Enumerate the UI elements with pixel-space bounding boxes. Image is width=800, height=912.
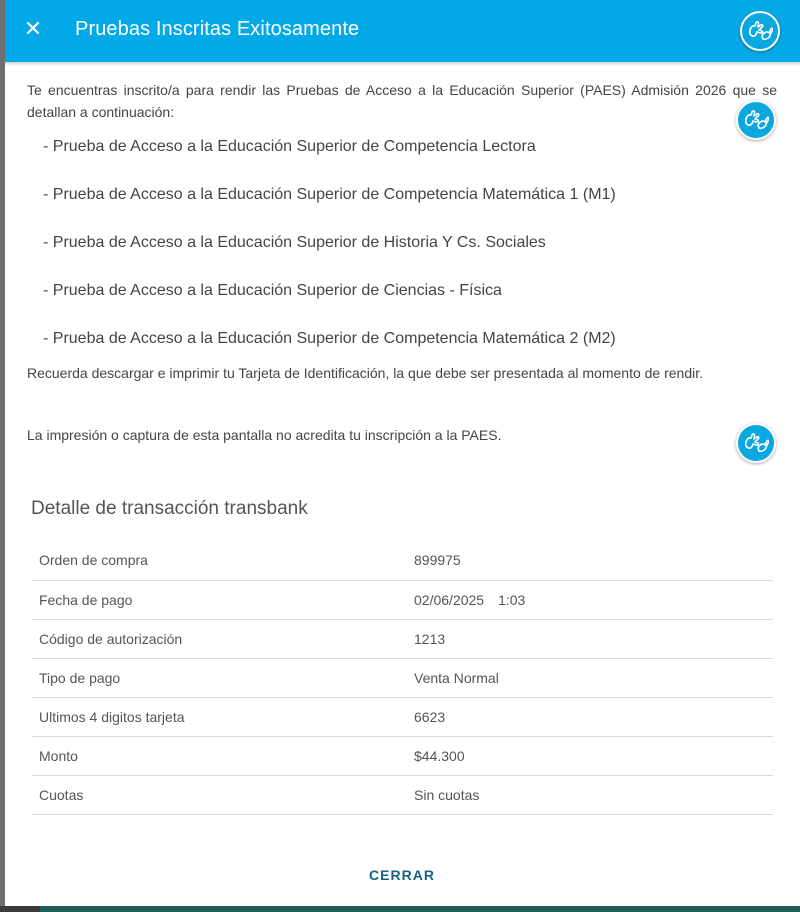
row-label: Ultimos 4 digitos tarjeta <box>32 697 406 736</box>
row-label: Tipo de pago <box>32 658 406 697</box>
sign-language-intro-button[interactable] <box>736 100 776 140</box>
row-label: Monto <box>32 736 406 775</box>
table-row <box>32 541 773 580</box>
transaction-title: Detalle de transacción transbank <box>31 498 308 519</box>
sign-language-icon <box>747 20 773 42</box>
table-row <box>32 580 773 619</box>
table-row <box>32 658 773 697</box>
row-label: Código de autorización <box>32 619 406 658</box>
table-row <box>32 736 773 775</box>
close-button[interactable]: CERRAR <box>360 864 444 886</box>
row-label: Fecha de pago <box>32 580 406 619</box>
transaction-table <box>32 541 773 815</box>
row-label: Cuotas <box>32 775 406 814</box>
sign-language-icon <box>743 109 769 131</box>
test-item: - Prueba de Acceso a la Educación Superior de Ciencias - Física <box>43 282 502 299</box>
row-value <box>406 580 773 619</box>
dialog-title: Pruebas Inscritas Exitosamente <box>75 18 360 40</box>
test-item: - Prueba de Acceso a la Educación Superior de Competencia Matemática 1 (M1) <box>43 186 616 203</box>
backdrop-strip <box>40 906 800 912</box>
header-shadow <box>5 62 800 66</box>
sign-language-header-button[interactable] <box>740 11 780 51</box>
row-value: Venta Normal <box>406 658 773 697</box>
reminder-text: Recuerda descargar e imprimir tu Tarjeta de Identificación, la que debe ser presentada al momento de rendir. <box>27 365 704 381</box>
row-value: Sin cuotas <box>406 775 773 814</box>
dialog-header <box>5 0 800 62</box>
table-row <box>32 619 773 658</box>
row-value: 899975 <box>406 541 773 580</box>
row-value: 6623 <box>406 697 773 736</box>
row-value: $44.300 <box>406 736 773 775</box>
row-value: 1213 <box>406 619 773 658</box>
intro-text: Te encuentras inscrito/a para rendir las Pruebas de Acceso a la Educación Superior (PAES) Admisión 2026 que se detallan a continuación: <box>27 82 777 120</box>
sign-language-icon <box>743 432 769 454</box>
registration-dialog <box>5 0 800 906</box>
close-icon[interactable]: ✕ <box>23 17 43 42</box>
backdrop-bottom <box>0 906 800 912</box>
table-row <box>32 697 773 736</box>
test-item: - Prueba de Acceso a la Educación Superior de Competencia Lectora <box>43 138 536 155</box>
table-row <box>32 775 773 814</box>
payment-date: 02/06/2025 <box>414 591 485 608</box>
test-item: - Prueba de Acceso a la Educación Superior de Competencia Matemática 2 (M2) <box>43 330 616 347</box>
sign-language-disclaimer-button[interactable] <box>736 423 776 463</box>
payment-time: 1:03 <box>498 591 526 608</box>
row-label: Orden de compra <box>32 541 406 580</box>
test-item: - Prueba de Acceso a la Educación Superior de Historia Y Cs. Sociales <box>43 234 546 251</box>
disclaimer-text: La impresión o captura de esta pantalla no acredita tu inscripción a la PAES. <box>27 427 502 443</box>
